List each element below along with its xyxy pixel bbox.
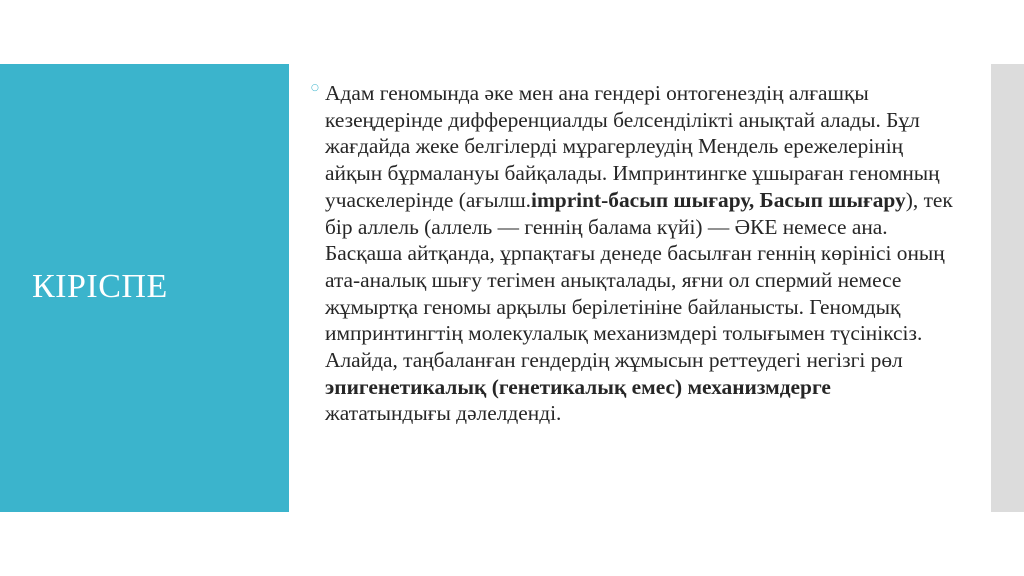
paragraph-text-1: Адам геномында әке мен ана гендері онтогенездің алғашқы кезеңдерінде дифференциалды белсенділікті анықтай алады. Бұл жағдайда жеке белгілерді мұрагерлеудің Мендель ережелерінің айқын бұрмалануы байқалады. Импринтингке ұшыраған геномның учаскелерінде (ағылш.	[325, 81, 940, 212]
right-side-bar	[991, 64, 1024, 512]
bullet-icon: ○	[311, 83, 319, 93]
paragraph-bold-1: imprint-басып шығару, Басып шығару	[531, 187, 906, 212]
slide-content	[309, 80, 969, 427]
paragraph-text-3: жататындығы дәлелденді.	[325, 401, 562, 426]
slide-title: КІРІСПЕ	[32, 268, 168, 305]
paragraph-bold-2: эпигенетикалық (генетикалық емес) механизмдерге	[325, 374, 831, 399]
paragraph-text-2: ), тек бір аллель (аллель — геннің балама күйі) — ӘКЕ немесе ана. Басқаша айтқанда, ұрпақтағы денеде басылған геннің көрінісі оның ата-аналық шығу тегімен анықталады, яғни ол спермий немесе жұмыртқа геномы арқылы берілетініне байланысты. Геномдық импринтингтің молекулалық механизмдері толығымен түсініксіз. Алайда, таңбаланған гендердің жұмысын реттеудегі негізгі рөл	[325, 187, 953, 373]
bullet-paragraph	[325, 80, 955, 427]
bullet-item	[309, 80, 969, 427]
